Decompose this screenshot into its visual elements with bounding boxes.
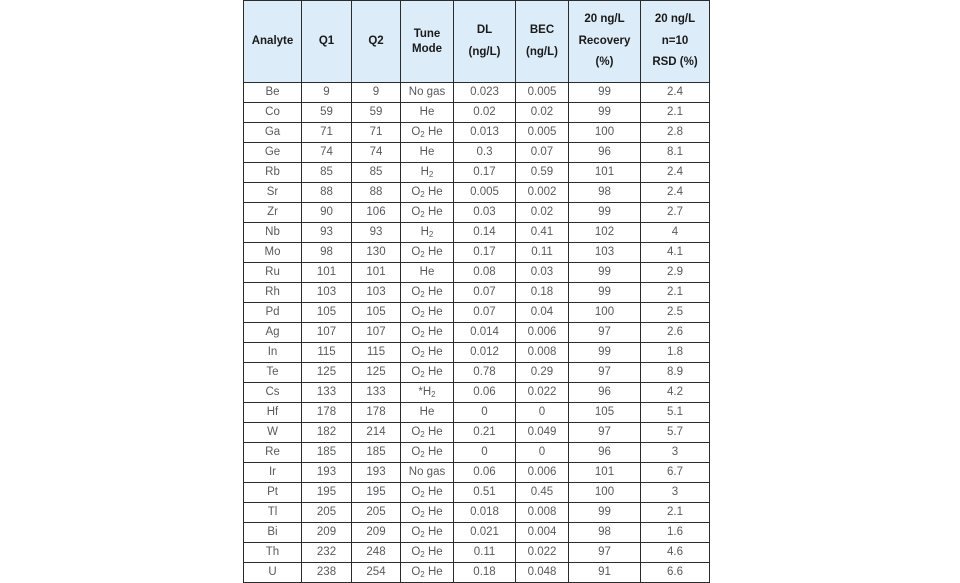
- cell-analyte: Cs: [244, 383, 302, 403]
- table-row: [244, 323, 710, 343]
- table-row: [244, 243, 710, 263]
- table-row: [244, 143, 710, 163]
- cell-dl: 0.08: [454, 263, 516, 283]
- cell-q1: 115: [302, 343, 352, 363]
- cell-bec: 0.02: [516, 103, 569, 123]
- cell-tune-mode: $O_2$ He: [401, 523, 454, 543]
- table-header-row: [244, 1, 710, 83]
- column-header-recovery-line3: (%): [595, 56, 614, 69]
- cell-q1: 238: [302, 563, 352, 583]
- cell-analyte: Rb: [244, 163, 302, 183]
- cell-recovery: 99: [569, 103, 641, 123]
- cell-q2: 74: [352, 143, 401, 163]
- table-row: [244, 183, 710, 203]
- cell-tune-mode: No gas: [401, 463, 454, 483]
- cell-q1: 103: [302, 283, 352, 303]
- cell-rsd: 2.6: [641, 323, 710, 343]
- cell-q1: 71: [302, 123, 352, 143]
- cell-tune-mode: $O_2$ He: [401, 123, 454, 143]
- cell-tune-mode: $O_2$ He: [401, 323, 454, 343]
- cell-q2: 115: [352, 343, 401, 363]
- cell-q1: 185: [302, 443, 352, 463]
- cell-tune-mode: $O_2$ He: [401, 443, 454, 463]
- cell-bec: 0.048: [516, 563, 569, 583]
- cell-dl: 0.78: [454, 363, 516, 383]
- cell-q1: 74: [302, 143, 352, 163]
- cell-analyte: Mo: [244, 243, 302, 263]
- table-row: [244, 443, 710, 463]
- cell-rsd: 4: [641, 223, 710, 243]
- cell-tune-mode: $O_2$ He: [401, 483, 454, 503]
- cell-analyte: Sr: [244, 183, 302, 203]
- table-row: [244, 163, 710, 183]
- cell-tune-mode: $O_2$ He: [401, 203, 454, 223]
- cell-q2: 195: [352, 483, 401, 503]
- cell-recovery: 99: [569, 343, 641, 363]
- cell-q2: 85: [352, 163, 401, 183]
- column-header-dl-line2: (ng/L): [468, 45, 501, 58]
- cell-q1: 9: [302, 83, 352, 103]
- cell-tune-mode: $O_2$ He: [401, 183, 454, 203]
- cell-q1: 182: [302, 423, 352, 443]
- cell-recovery: 100: [569, 483, 641, 503]
- table-row: [244, 403, 710, 423]
- column-header-tune-mode-line2: Mode: [411, 42, 443, 55]
- cell-bec: 0.03: [516, 263, 569, 283]
- cell-tune-mode: He: [401, 263, 454, 283]
- cell-bec: 0.11: [516, 243, 569, 263]
- cell-rsd: 4.1: [641, 243, 710, 263]
- cell-q1: 205: [302, 503, 352, 523]
- cell-bec: 0.41: [516, 223, 569, 243]
- cell-recovery: 97: [569, 423, 641, 443]
- cell-rsd: 3: [641, 483, 710, 503]
- cell-bec: 0.005: [516, 83, 569, 103]
- cell-tune-mode: $O_2$ He: [401, 423, 454, 443]
- cell-bec: 0.006: [516, 463, 569, 483]
- cell-tune-mode: $O_2$ He: [401, 303, 454, 323]
- cell-dl: 0.17: [454, 243, 516, 263]
- cell-dl: 0.07: [454, 303, 516, 323]
- cell-dl: 0.06: [454, 463, 516, 483]
- column-header-q2-line1: Q2: [368, 34, 384, 47]
- table-row: [244, 303, 710, 323]
- analyte-performance-table: [243, 0, 710, 583]
- table-row: [244, 203, 710, 223]
- cell-recovery: 97: [569, 543, 641, 563]
- cell-tune-mode: He: [401, 143, 454, 163]
- cell-analyte: Bi: [244, 523, 302, 543]
- column-header-tune-mode: [401, 1, 454, 83]
- cell-q2: 71: [352, 123, 401, 143]
- cell-q2: 106: [352, 203, 401, 223]
- column-header-rsd-line3: RSD (%): [652, 56, 698, 69]
- cell-bec: 0.022: [516, 543, 569, 563]
- cell-analyte: Be: [244, 83, 302, 103]
- column-header-tune-mode-line1: Tune: [413, 28, 441, 41]
- column-header-recovery-line2: Recovery: [578, 34, 631, 47]
- cell-rsd: 6.6: [641, 563, 710, 583]
- cell-tune-mode: $H_2$: [401, 163, 454, 183]
- cell-rsd: 4.2: [641, 383, 710, 403]
- cell-recovery: 102: [569, 223, 641, 243]
- column-header-bec: [516, 1, 569, 83]
- cell-recovery: 99: [569, 283, 641, 303]
- cell-analyte: In: [244, 343, 302, 363]
- cell-bec: 0.002: [516, 183, 569, 203]
- cell-q2: 178: [352, 403, 401, 423]
- cell-q1: 85: [302, 163, 352, 183]
- cell-rsd: 4.6: [641, 543, 710, 563]
- cell-q2: 101: [352, 263, 401, 283]
- cell-recovery: 99: [569, 503, 641, 523]
- cell-q2: 254: [352, 563, 401, 583]
- cell-bec: 0.049: [516, 423, 569, 443]
- column-header-q2: [352, 1, 401, 83]
- cell-analyte: Hf: [244, 403, 302, 423]
- cell-dl: 0.17: [454, 163, 516, 183]
- cell-q1: 133: [302, 383, 352, 403]
- cell-analyte: Rh: [244, 283, 302, 303]
- column-header-q1-line1: Q1: [318, 34, 335, 47]
- cell-recovery: 99: [569, 203, 641, 223]
- cell-recovery: 100: [569, 123, 641, 143]
- cell-analyte: W: [244, 423, 302, 443]
- cell-q2: 103: [352, 283, 401, 303]
- cell-bec: 0.004: [516, 523, 569, 543]
- cell-recovery: 97: [569, 323, 641, 343]
- cell-analyte: Ag: [244, 323, 302, 343]
- cell-analyte: Co: [244, 103, 302, 123]
- cell-tune-mode: $O_2$ He: [401, 503, 454, 523]
- cell-q2: 214: [352, 423, 401, 443]
- cell-q2: 209: [352, 523, 401, 543]
- cell-analyte: Te: [244, 363, 302, 383]
- table-row: [244, 483, 710, 503]
- cell-q1: 232: [302, 543, 352, 563]
- cell-dl: 0.51: [454, 483, 516, 503]
- cell-q1: 209: [302, 523, 352, 543]
- cell-bec: 0.008: [516, 343, 569, 363]
- cell-recovery: 99: [569, 83, 641, 103]
- cell-recovery: 101: [569, 463, 641, 483]
- cell-q2: 185: [352, 443, 401, 463]
- cell-dl: 0.012: [454, 343, 516, 363]
- table-row: [244, 543, 710, 563]
- column-header-q1: [302, 1, 352, 83]
- table-row: [244, 283, 710, 303]
- cell-dl: 0.11: [454, 543, 516, 563]
- cell-analyte: Zr: [244, 203, 302, 223]
- cell-dl: 0.005: [454, 183, 516, 203]
- cell-tune-mode: No gas: [401, 83, 454, 103]
- column-header-recovery-line1: 20 ng/L: [584, 12, 625, 25]
- cell-q2: 88: [352, 183, 401, 203]
- column-header-analyte: [244, 1, 302, 83]
- cell-rsd: 2.5: [641, 303, 710, 323]
- cell-rsd: 2.1: [641, 283, 710, 303]
- cell-tune-mode: $O_2$ He: [401, 543, 454, 563]
- cell-analyte: Ir: [244, 463, 302, 483]
- cell-bec: 0.005: [516, 123, 569, 143]
- cell-q1: 90: [302, 203, 352, 223]
- cell-dl: 0.3: [454, 143, 516, 163]
- cell-q2: 9: [352, 83, 401, 103]
- table-row: [244, 223, 710, 243]
- cell-q2: 205: [352, 503, 401, 523]
- cell-bec: 0: [516, 403, 569, 423]
- cell-recovery: 97: [569, 363, 641, 383]
- cell-dl: 0.013: [454, 123, 516, 143]
- cell-rsd: 5.1: [641, 403, 710, 423]
- column-header-analyte-line1: Analyte: [251, 34, 294, 47]
- cell-tune-mode: He: [401, 403, 454, 423]
- column-header-rsd-line1: 20 ng/L: [654, 12, 696, 25]
- cell-analyte: Pt: [244, 483, 302, 503]
- analyte-performance-table-container: [243, 0, 709, 579]
- cell-bec: 0.18: [516, 283, 569, 303]
- cell-tune-mode: $O_2$ He: [401, 343, 454, 363]
- cell-rsd: 2.4: [641, 163, 710, 183]
- cell-dl: 0.07: [454, 283, 516, 303]
- cell-q2: 125: [352, 363, 401, 383]
- cell-bec: 0.59: [516, 163, 569, 183]
- cell-q1: 101: [302, 263, 352, 283]
- cell-dl: 0.02: [454, 103, 516, 123]
- cell-recovery: 96: [569, 383, 641, 403]
- cell-dl: 0.14: [454, 223, 516, 243]
- table-row: [244, 423, 710, 443]
- cell-recovery: 96: [569, 443, 641, 463]
- cell-bec: 0.29: [516, 363, 569, 383]
- cell-q1: 88: [302, 183, 352, 203]
- cell-rsd: 8.9: [641, 363, 710, 383]
- table-row: [244, 363, 710, 383]
- cell-analyte: Ga: [244, 123, 302, 143]
- cell-analyte: Nb: [244, 223, 302, 243]
- cell-recovery: 96: [569, 143, 641, 163]
- cell-dl: 0.014: [454, 323, 516, 343]
- cell-bec: 0: [516, 443, 569, 463]
- cell-dl: 0.023: [454, 83, 516, 103]
- cell-q2: 130: [352, 243, 401, 263]
- cell-bec: 0.02: [516, 203, 569, 223]
- cell-q2: 107: [352, 323, 401, 343]
- cell-tune-mode: $O_2$ He: [401, 243, 454, 263]
- cell-q1: 105: [302, 303, 352, 323]
- cell-recovery: 105: [569, 403, 641, 423]
- cell-analyte: U: [244, 563, 302, 583]
- cell-q2: 93: [352, 223, 401, 243]
- table-header: [244, 1, 710, 83]
- cell-bec: 0.006: [516, 323, 569, 343]
- cell-dl: 0.03: [454, 203, 516, 223]
- cell-tune-mode: $O_2$ He: [401, 363, 454, 383]
- cell-rsd: 2.7: [641, 203, 710, 223]
- cell-dl: 0.06: [454, 383, 516, 403]
- cell-rsd: 2.1: [641, 503, 710, 523]
- cell-recovery: 99: [569, 263, 641, 283]
- cell-analyte: Re: [244, 443, 302, 463]
- cell-bec: 0.04: [516, 303, 569, 323]
- cell-dl: 0.021: [454, 523, 516, 543]
- cell-rsd: 1.6: [641, 523, 710, 543]
- cell-rsd: 5.7: [641, 423, 710, 443]
- cell-bec: 0.008: [516, 503, 569, 523]
- cell-analyte: Ge: [244, 143, 302, 163]
- cell-rsd: 2.4: [641, 83, 710, 103]
- cell-q1: 107: [302, 323, 352, 343]
- cell-dl: 0.21: [454, 423, 516, 443]
- cell-rsd: 3: [641, 443, 710, 463]
- cell-tune-mode: $H_2$: [401, 223, 454, 243]
- cell-bec: 0.022: [516, 383, 569, 403]
- cell-rsd: 2.1: [641, 103, 710, 123]
- cell-q1: 59: [302, 103, 352, 123]
- cell-dl: 0: [454, 443, 516, 463]
- cell-dl: 0.18: [454, 563, 516, 583]
- cell-analyte: Ru: [244, 263, 302, 283]
- cell-rsd: 2.4: [641, 183, 710, 203]
- cell-q2: 193: [352, 463, 401, 483]
- cell-rsd: 2.8: [641, 123, 710, 143]
- cell-recovery: 103: [569, 243, 641, 263]
- table-row: [244, 503, 710, 523]
- cell-analyte: Pd: [244, 303, 302, 323]
- cell-q1: 125: [302, 363, 352, 383]
- cell-bec: 0.07: [516, 143, 569, 163]
- cell-bec: 0.45: [516, 483, 569, 503]
- cell-recovery: 91: [569, 563, 641, 583]
- cell-rsd: 1.8: [641, 343, 710, 363]
- cell-q2: 248: [352, 543, 401, 563]
- cell-tune-mode: $O_2$ He: [401, 563, 454, 583]
- table-row: [244, 263, 710, 283]
- column-header-dl-line1: DL: [476, 23, 493, 36]
- table-body: [244, 83, 710, 583]
- cell-recovery: 100: [569, 303, 641, 323]
- cell-q1: 178: [302, 403, 352, 423]
- cell-q1: 193: [302, 463, 352, 483]
- cell-recovery: 98: [569, 183, 641, 203]
- cell-q2: 105: [352, 303, 401, 323]
- cell-q2: 59: [352, 103, 401, 123]
- table-row: [244, 83, 710, 103]
- cell-analyte: Th: [244, 543, 302, 563]
- column-header-recovery: [569, 1, 641, 83]
- cell-q1: 195: [302, 483, 352, 503]
- column-header-bec-line1: BEC: [529, 23, 555, 36]
- column-header-bec-line2: (ng/L): [526, 45, 558, 58]
- cell-tune-mode: He: [401, 103, 454, 123]
- cell-rsd: 8.1: [641, 143, 710, 163]
- cell-tune-mode: $O_2$ He: [401, 283, 454, 303]
- column-header-rsd: [641, 1, 710, 83]
- table-row: [244, 123, 710, 143]
- cell-q1: 98: [302, 243, 352, 263]
- cell-tune-mode: $*H_2$: [401, 383, 454, 403]
- table-row: [244, 343, 710, 363]
- cell-q2: 133: [352, 383, 401, 403]
- table-row: [244, 103, 710, 123]
- cell-recovery: 101: [569, 163, 641, 183]
- table-row: [244, 383, 710, 403]
- table-row: [244, 563, 710, 583]
- cell-rsd: 6.7: [641, 463, 710, 483]
- cell-rsd: 2.9: [641, 263, 710, 283]
- table-row: [244, 463, 710, 483]
- cell-dl: 0: [454, 403, 516, 423]
- cell-q1: 93: [302, 223, 352, 243]
- column-header-dl: [454, 1, 516, 83]
- cell-recovery: 98: [569, 523, 641, 543]
- column-header-rsd-line2: n=10: [661, 34, 689, 47]
- cell-dl: 0.018: [454, 503, 516, 523]
- cell-analyte: Tl: [244, 503, 302, 523]
